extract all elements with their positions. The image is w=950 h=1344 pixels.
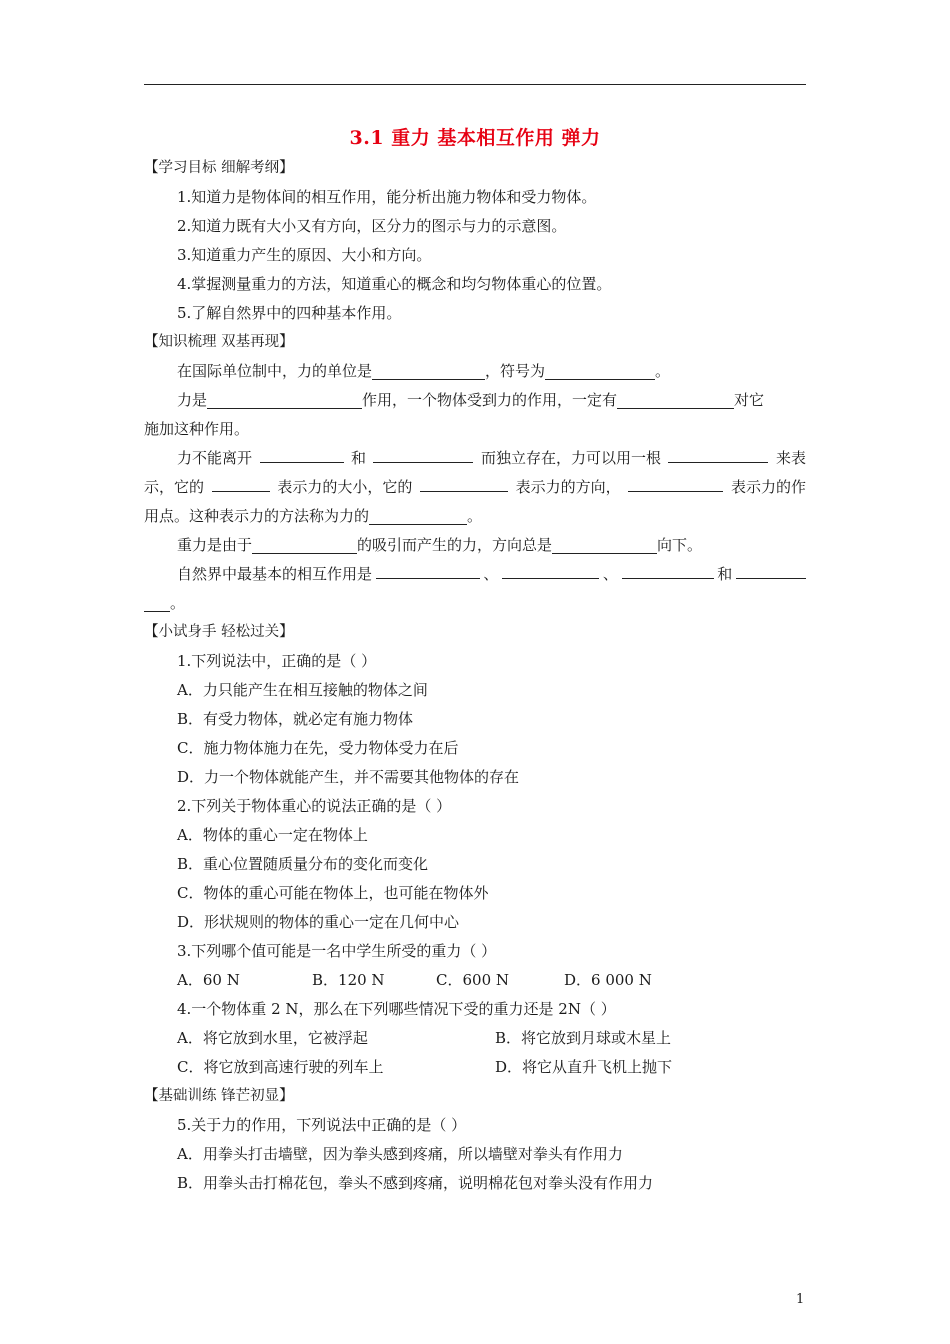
- question-stem: 3.下列哪个值可能是一名中学生所受的重力（ ）: [177, 942, 497, 960]
- fill-blank[interactable]: [144, 593, 170, 612]
- knowledge-paragraph-cont: 。: [144, 589, 806, 618]
- knowledge-paragraph-cont: 示，它的 表示力的大小，它的 表示力的方向， 表示力的作: [144, 473, 806, 502]
- knowledge-paragraph-cont: 施加这种作用。: [144, 420, 250, 438]
- fill-blank[interactable]: [212, 473, 270, 492]
- fill-blank[interactable]: [369, 506, 467, 525]
- question-stem: 2.下列关于物体重心的说法正确的是（ ）: [177, 797, 452, 815]
- objective-item: 3.知道重力产生的原因、大小和方向。: [177, 246, 432, 264]
- question-option[interactable]: A．用拳头打击墙壁，因为拳头感到疼痛，所以墙壁对拳头有作用力: [177, 1145, 623, 1163]
- page-number: 1: [796, 1292, 805, 1307]
- question-options-row: [144, 1024, 806, 1053]
- question-option[interactable]: D．力一个物体就能产生，并不需要其他物体的存在: [177, 768, 520, 786]
- question-option[interactable]: C．将它放到高速行驶的列车上: [177, 1058, 384, 1076]
- page-title: 3.1 重力 基本相互作用 弹力: [349, 127, 601, 149]
- fill-blank[interactable]: [373, 444, 473, 463]
- question-option[interactable]: A．物体的重心一定在物体上: [177, 826, 368, 844]
- fill-blank[interactable]: [736, 560, 806, 579]
- question-option[interactable]: D．6 000 N: [564, 971, 652, 989]
- objective-item: 2.知道力既有大小又有方向，区分力的图示与力的示意图。: [177, 217, 567, 235]
- fill-blank[interactable]: [252, 535, 357, 554]
- question-option[interactable]: A．力只能产生在相互接触的物体之间: [177, 681, 428, 699]
- header-rule: [144, 84, 806, 85]
- question-option[interactable]: B．有受力物体，就必定有施力物体: [177, 710, 414, 728]
- fill-blank[interactable]: [502, 560, 599, 579]
- knowledge-paragraph: 力不能离开 和 而独立存在，力可以用一根 来表: [144, 444, 806, 473]
- section-heading-quick-test: 【小试身手 轻松过关】: [144, 624, 294, 640]
- objective-item: 5.了解自然界中的四种基本作用。: [177, 304, 402, 322]
- question-option[interactable]: B．用拳头击打棉花包，拳头不感到疼痛，说明棉花包对拳头没有作用力: [177, 1174, 654, 1192]
- question-stem: 1.下列说法中，正确的是（ ）: [177, 652, 377, 670]
- question-option[interactable]: C．600 N: [436, 971, 510, 989]
- fill-blank[interactable]: [628, 473, 723, 492]
- section-heading-basic-training: 【基础训练 锋芒初显】: [144, 1088, 294, 1104]
- knowledge-paragraph: 力是 作用，一个物体受到力的作用，一定有 对它: [177, 391, 765, 409]
- fill-blank[interactable]: [376, 560, 480, 579]
- objective-item: 4.掌握测量重力的方法，知道重心的概念和均匀物体重心的位置。: [177, 275, 612, 293]
- document-body: [144, 154, 806, 1198]
- question-option[interactable]: D．形状规则的物体的重心一定在几何中心: [177, 913, 460, 931]
- objective-item: 1.知道力是物体间的相互作用，能分析出施力物体和受力物体。: [177, 188, 597, 206]
- fill-blank[interactable]: [260, 444, 344, 463]
- fill-blank[interactable]: [207, 390, 362, 409]
- knowledge-paragraph: 自然界中最基本的相互作用是 、 、 和: [144, 560, 806, 589]
- fill-blank[interactable]: [552, 535, 657, 554]
- question-option[interactable]: B．将它放到月球或木星上: [495, 1029, 672, 1047]
- knowledge-paragraph: 在国际单位制中，力的单位是 ，符号为 。: [177, 362, 671, 380]
- fill-blank[interactable]: [668, 444, 768, 463]
- question-option[interactable]: C．施力物体施力在先，受力物体受力在后: [177, 739, 459, 757]
- fill-blank[interactable]: [545, 361, 655, 380]
- fill-blank[interactable]: [617, 390, 734, 409]
- question-option[interactable]: B．重心位置随质量分布的变化而变化: [177, 855, 429, 873]
- question-stem: 4.一个物体重 2 N，那么在下列哪些情况下受的重力还是 2N（ ）: [177, 1000, 616, 1018]
- fill-blank[interactable]: [372, 361, 485, 380]
- fill-blank[interactable]: [420, 473, 508, 492]
- question-option[interactable]: C．物体的重心可能在物体上，也可能在物体外: [177, 884, 489, 902]
- knowledge-paragraph: 重力是由于 的吸引而产生的力，方向总是 向下。: [177, 536, 703, 554]
- knowledge-paragraph-cont: 用点。这种表示力的方法称为力的 。: [144, 507, 483, 525]
- question-option[interactable]: D．将它从直升飞机上抛下: [495, 1058, 673, 1076]
- section-heading-objectives: 【学习目标 细解考纲】: [144, 160, 294, 176]
- question-options-row: [144, 966, 806, 995]
- question-stem: 5.关于力的作用，下列说法中正确的是（ ）: [177, 1116, 467, 1134]
- question-options-row: [144, 1053, 806, 1082]
- question-option[interactable]: A．60 N: [177, 971, 240, 989]
- fill-blank[interactable]: [622, 560, 714, 579]
- question-option[interactable]: A．将它放到水里，它被浮起: [177, 1029, 368, 1047]
- section-heading-knowledge: 【知识梳理 双基再现】: [144, 334, 294, 350]
- question-option[interactable]: B．120 N: [312, 971, 385, 989]
